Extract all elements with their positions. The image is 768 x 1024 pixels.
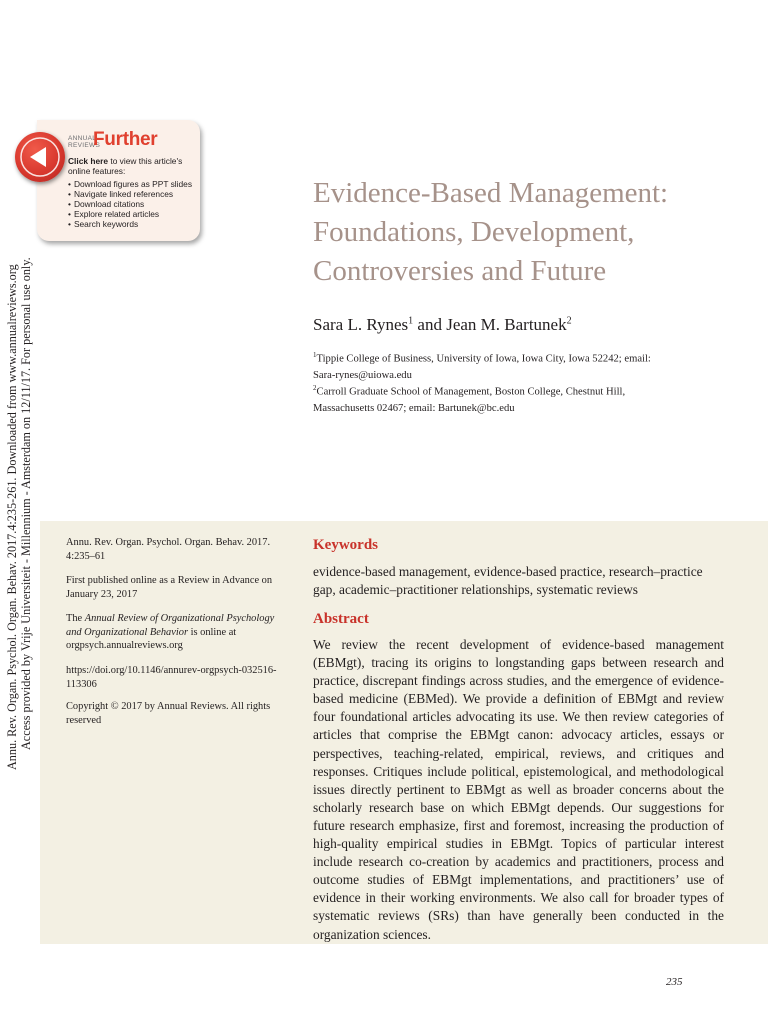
- click-here-link[interactable]: Click here: [68, 156, 109, 166]
- feature-item[interactable]: • Search keywords: [68, 219, 192, 229]
- further-features-list: [68, 179, 192, 229]
- further-title: Further: [93, 129, 158, 150]
- online-at-pre: The: [66, 613, 85, 624]
- feature-item[interactable]: • Download citations: [68, 199, 192, 209]
- citation: Annu. Rev. Organ. Psychol. Organ. Behav. 2017. 4:235–61: [66, 537, 271, 562]
- page-number: 235: [666, 976, 683, 988]
- keywords-text: evidence-based management, evidence-based practice, research–practice gap, academic–practitioner relationships, systematic reviews: [313, 564, 703, 597]
- authors: [313, 315, 572, 335]
- affiliation-2-text: Carroll Graduate School of Management, Boston College, Chestnut Hill, Massachusetts 02467; email: Bartunek@bc.edu: [313, 386, 626, 414]
- download-notice-line-1: Annu. Rev. Organ. Psychol. Organ. Behav. 2017.4:235-261. Downloaded from www.annualreviews.org: [5, 264, 19, 770]
- affiliation-1: [313, 347, 673, 384]
- keywords-heading: Keywords: [313, 537, 378, 553]
- abstract-heading: Abstract: [313, 611, 369, 627]
- author-2-affil-marker: 2: [566, 315, 572, 327]
- copyright: Copyright © 2017 by Annual Reviews. All rights reserved: [66, 701, 271, 726]
- author-1: Sara L. Rynes: [313, 315, 409, 334]
- further-description-text: to view this article's online features:: [68, 156, 183, 176]
- download-notice: [3, 250, 33, 770]
- doi-link[interactable]: https://doi.org/10.1146/annurev-orgpsych-032516-113306: [66, 665, 277, 690]
- first-published: First published online as a Review in Advance on January 23, 2017: [66, 575, 273, 600]
- journal-name: Annual Review of Organizational Psychology and Organizational Behavior: [66, 613, 275, 638]
- affiliation-2: [313, 380, 673, 417]
- affiliation-1-text: Tippie College of Business, University of Iowa, Iowa City, Iowa 52242; email: Sara-rynes@uiowa.edu: [313, 353, 651, 381]
- feature-item[interactable]: • Navigate linked references: [68, 189, 192, 199]
- affiliation-2-marker: 2: [313, 384, 317, 392]
- online-at-post: is online at orgpsych.annualreviews.org: [66, 626, 237, 651]
- article-title: Evidence-Based Management: Foundations, Development, Controversies and Future: [313, 177, 669, 287]
- back-arrow-icon[interactable]: [15, 132, 65, 182]
- feature-item[interactable]: • Download figures as PPT slides: [68, 179, 192, 189]
- further-description: [68, 156, 196, 176]
- affiliation-1-marker: 1: [313, 351, 317, 359]
- online-at: [66, 612, 286, 653]
- further-panel[interactable]: [37, 120, 200, 241]
- download-notice-line-2: Access provided by Vrije Universiteit - Millennium - Amsterdam on 12/11/17. For personal use only.: [19, 257, 33, 750]
- author-1-affil-marker: 1: [408, 315, 414, 327]
- feature-item[interactable]: • Explore related articles: [68, 209, 192, 219]
- abstract-text: We review the recent development of evidence-based management (EBMgt), tracing its origins to longstanding gaps between research and practice, discrepant findings across studies, and the emergence of evidence-based medicine (EBMed). We provide a definition of EBMgt and review four foundational articles advocating its use. We then review categories of articles that comprise the EBMgt canon: advocacy articles, essays or perspectives, teaching-related, empirical, reviews, and critiques and responses. Critiques include political, epistemological, and methodological issues directly pertinent to EBMgt as well as broader concerns about the scholarly research base on which EBMgt depends. Our suggestions for future research emphasize, first and foremost, increasing the production of high-quality empirical studies in EBMgt. Topics of particular interest include research co-creation by academics and practitioners, process and outcome studies of EBMgt implementations, and practitioners’ use of evidence in their working environments. We also call for broader types of systematic reviews (SRs) than have generally been conducted in the organization sciences.: [313, 637, 724, 942]
- logo-reviews: REVIEWS: [68, 142, 101, 149]
- logo-annual: ANNUAL: [68, 135, 97, 142]
- author-2: and Jean M. Bartunek: [413, 315, 567, 334]
